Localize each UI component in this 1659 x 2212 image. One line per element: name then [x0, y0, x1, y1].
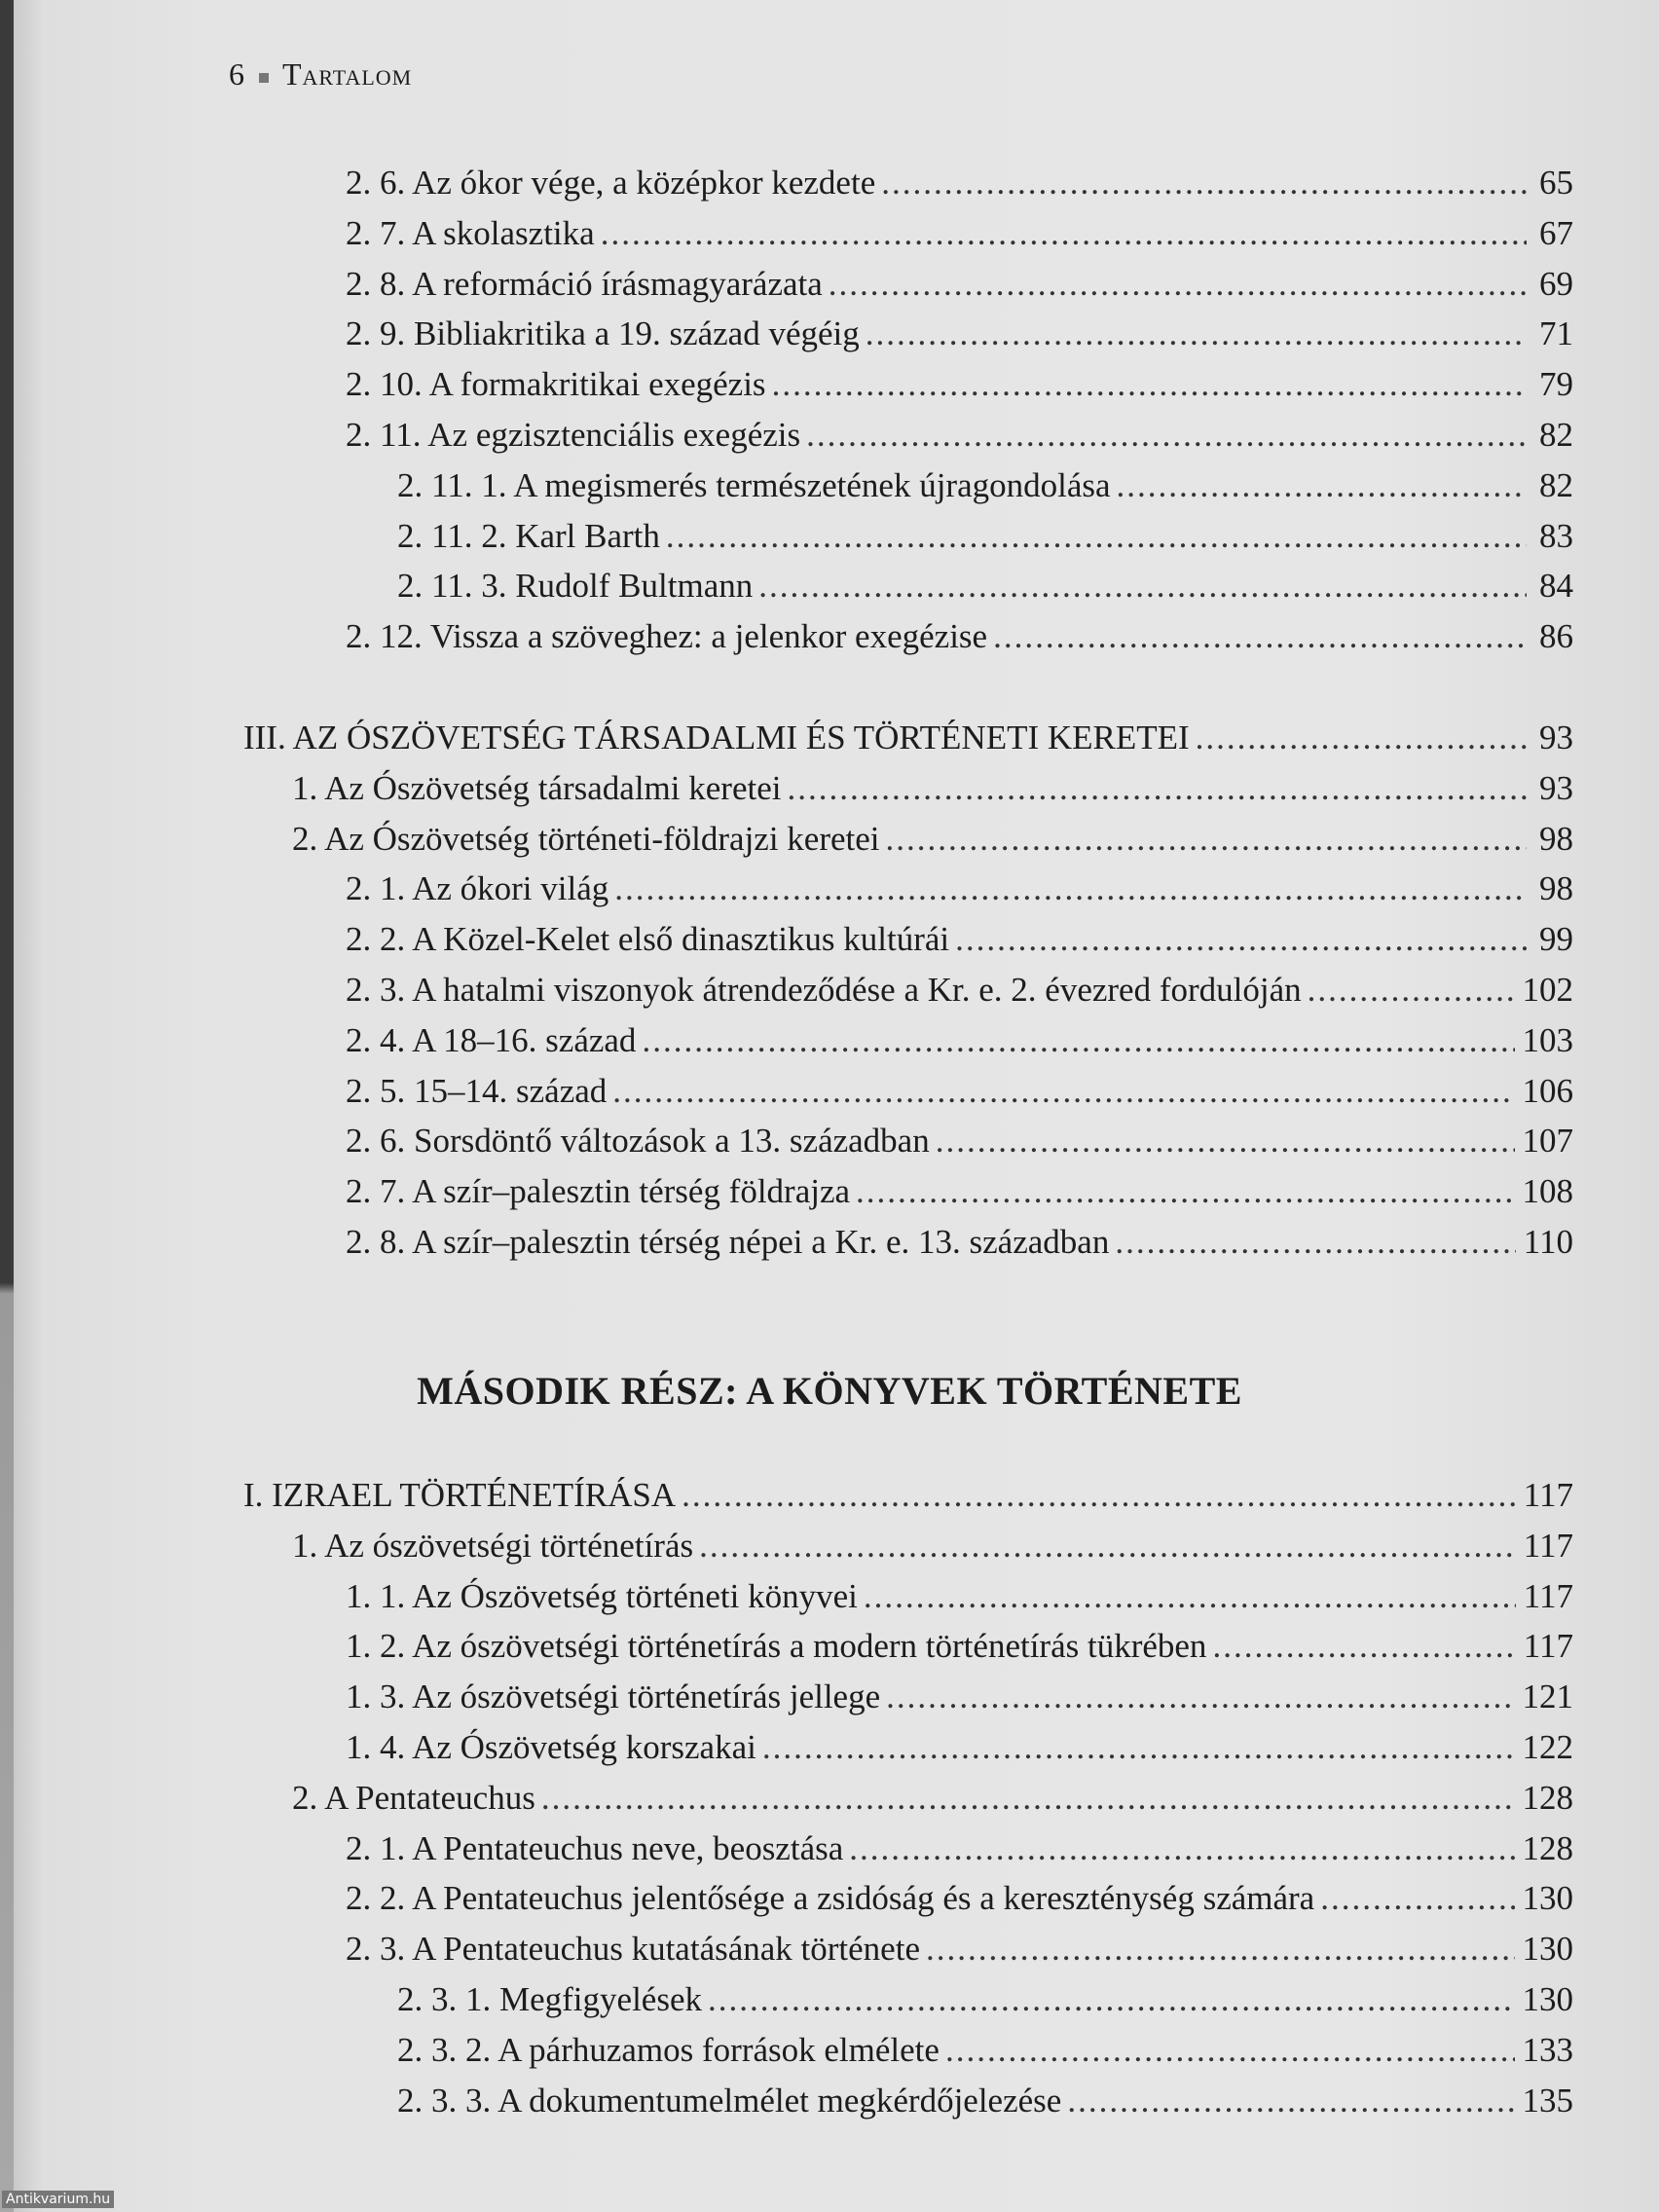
toc-page-number: 135 [1522, 2081, 1573, 2120]
toc-entry-title: 1. 1. Az Ószövetség történeti könyvei [346, 1576, 858, 1615]
toc-entry [346, 1726, 1573, 1769]
toc-entry-title: 2. 7. A szír–palesztin térség földrajza [346, 1172, 851, 1211]
toc-page-number: 117 [1523, 1627, 1573, 1666]
toc-entry-title: 2. 8. A szír–palesztin térség népei a Kr. e. 13. században [346, 1223, 1110, 1261]
toc-entry [397, 1978, 1573, 2021]
page-number: 6 [229, 56, 245, 92]
toc-entry-title: 2. Az Ószövetség történeti-földrajzi keretei [292, 819, 880, 858]
toc-entry-title: 2. 6. Sorsdöntő változások a 13. században [346, 1122, 930, 1161]
toc-entry [397, 464, 1573, 507]
toc-page-number: 79 [1539, 365, 1573, 404]
toc-leader-dots [926, 1928, 1515, 1971]
toc-page-number: 117 [1523, 1526, 1573, 1565]
page-header [229, 56, 412, 92]
toc-entry [346, 1221, 1573, 1264]
toc-leader-dots [601, 212, 1527, 255]
toc-leader-dots [541, 1777, 1515, 1820]
toc-leader-dots [936, 1120, 1515, 1162]
toc-page-number: 130 [1522, 1879, 1573, 1918]
toc-page-number: 102 [1522, 971, 1573, 1009]
toc-leader-dots [758, 565, 1527, 608]
toc-page-number: 98 [1539, 869, 1573, 908]
toc-entry-title: 2. 1. A Pentateuchus neve, beosztása [346, 1828, 844, 1867]
toc-leader-dots [886, 818, 1527, 861]
toc-leader-dots [993, 615, 1527, 658]
toc-entry-title: 2. 3. 1. Megfigyelések [397, 1980, 702, 2018]
toc-leader-dots [762, 1726, 1515, 1769]
toc-entry [346, 1575, 1573, 1618]
toc-entry-title: 2. 6. Az ókor vége, a középkor kezdete [346, 164, 876, 202]
toc-page-number: 128 [1522, 1828, 1573, 1867]
toc-entry [397, 515, 1573, 558]
toc-leader-dots [1308, 969, 1515, 1012]
toc-entry-title: 2. 7. A skolasztika [346, 213, 595, 252]
toc-leader-dots [945, 2029, 1515, 2072]
toc-leader-dots [708, 1978, 1515, 2021]
toc-entry [292, 1525, 1573, 1567]
toc-page-number: 69 [1539, 264, 1573, 303]
toc-entry [292, 818, 1573, 861]
toc-leader-dots [864, 1575, 1516, 1618]
toc-page-number: 84 [1539, 567, 1573, 606]
toc-page-number: 93 [1539, 768, 1573, 807]
header-separator-icon [259, 73, 269, 83]
toc-leader-dots [699, 1525, 1516, 1567]
toc-entry-title: 2. 2. A Pentateuchus jelentősége a zsidóság és a kereszténység számára [346, 1879, 1315, 1918]
toc-entry [346, 1827, 1573, 1870]
toc-page-number: 130 [1522, 1930, 1573, 1969]
toc-entry [346, 162, 1573, 204]
toc-leader-dots [856, 1170, 1514, 1213]
toc-entry-title: 2. 11. 1. A megismerés természetének újragondolása [397, 465, 1111, 504]
book-spine-edge [0, 0, 14, 2212]
toc-leader-dots [849, 1827, 1514, 1870]
toc-page-number: 117 [1523, 1576, 1573, 1615]
toc-page-number: 122 [1522, 1728, 1573, 1766]
toc-entry [292, 1777, 1573, 1820]
toc-entry-title: 2. 4. A 18–16. század [346, 1020, 637, 1059]
toc-leader-dots [666, 515, 1527, 558]
toc-entry-title: 1. 4. Az Ószövetség korszakai [346, 1728, 756, 1766]
toc-page-number: 107 [1522, 1122, 1573, 1161]
toc-page-number: 128 [1522, 1778, 1573, 1817]
toc-entry-title: 2. 8. A reformáció írásmagyarázata [346, 264, 823, 303]
toc-leader-dots [886, 1676, 1514, 1718]
toc-leader-dots [1117, 464, 1527, 507]
toc-page-number: 82 [1539, 465, 1573, 504]
toc-entry-title: 2. 11. Az egzisztenciális exegézis [346, 416, 801, 454]
toc-entry [346, 263, 1573, 306]
toc-entry-title: 2. 2. A Közel-Kelet első dinasztikus kultúrái [346, 920, 950, 959]
toc-entry-title: 2. A Pentateuchus [292, 1778, 535, 1817]
toc-page-number: 117 [1523, 1476, 1573, 1514]
toc-entry-title: 2. 12. Vissza a szöveghez: a jelenkor exegézise [346, 617, 988, 656]
toc-entry-title: 2. 3. A hatalmi viszonyok átrendeződése a Kr. e. 2. évezred fordulóján [346, 971, 1302, 1009]
toc-page-number: 110 [1523, 1223, 1573, 1261]
header-title: Tartalom [282, 56, 413, 92]
toc-entry-title: 1. Az Ószövetség társadalmi keretei [292, 768, 782, 807]
toc-entry-title: 1. 2. Az ószövetségi történetírás a modern történetírás tükrében [346, 1627, 1207, 1666]
toc-entry [346, 615, 1573, 658]
toc-entry [397, 2029, 1573, 2072]
toc-entry [346, 969, 1573, 1012]
toc-page-number: 86 [1539, 617, 1573, 656]
toc-entry [346, 918, 1573, 961]
toc-page-number: 93 [1539, 719, 1573, 756]
part-title: MÁSODIK RÉSZ: A KÖNYVEK TÖRTÉNETE [417, 1369, 1242, 1413]
toc-entry [346, 867, 1573, 910]
toc-leader-dots [682, 1474, 1516, 1517]
toc-leader-dots [1067, 2080, 1514, 2122]
toc-page-number: 130 [1522, 1980, 1573, 2018]
toc-page-number: 71 [1539, 314, 1573, 353]
toc-leader-dots [614, 867, 1527, 910]
toc-leader-dots [881, 162, 1527, 204]
toc-page-number: 133 [1522, 2030, 1573, 2069]
toc-leader-dots [1115, 1221, 1515, 1264]
toc-entry-title: 1. Az ószövetségi történetírás [292, 1526, 694, 1565]
toc-page-number: 98 [1539, 819, 1573, 858]
toc-leader-dots [642, 1019, 1514, 1062]
toc-leader-dots [1212, 1625, 1515, 1668]
toc-page-number: 121 [1522, 1677, 1573, 1716]
toc-entry-title: 2. 1. Az ókori világ [346, 869, 609, 908]
toc-entry-title: 2. 11. 3. Rudolf Bultmann [397, 567, 754, 606]
toc-leader-dots [955, 918, 1527, 961]
toc-page-number: 106 [1522, 1071, 1573, 1110]
toc-entry-title: I. IZRAEL TÖRTÉNETÍRÁSA [243, 1476, 677, 1514]
toc-page-number: 82 [1539, 416, 1573, 454]
toc-entry [346, 1120, 1573, 1162]
toc-entry [346, 414, 1573, 457]
toc-entry-title: 2. 3. 2. A párhuzamos források elmélete [397, 2030, 940, 2069]
toc-leader-dots [806, 414, 1527, 457]
toc-page-number: 67 [1539, 213, 1573, 252]
toc-entry [243, 1474, 1573, 1517]
toc-leader-dots [866, 313, 1527, 355]
toc-entry [346, 212, 1573, 255]
toc-entry [346, 1170, 1573, 1213]
toc-entry [346, 1676, 1573, 1718]
toc-page-number: 99 [1539, 920, 1573, 959]
toc-entry-title: 2. 3. 3. A dokumentumelmélet megkérdőjelezése [397, 2081, 1062, 2120]
toc-page-number: 83 [1539, 516, 1573, 555]
toc-entry [346, 1928, 1573, 1971]
toc-leader-dots [1320, 1877, 1514, 1920]
toc-page-number: 103 [1522, 1020, 1573, 1059]
toc-entry-title: 2. 3. A Pentateuchus kutatásának története [346, 1930, 920, 1969]
toc-entry [397, 565, 1573, 608]
toc-entry [346, 1070, 1573, 1113]
toc-leader-dots [612, 1070, 1514, 1113]
toc-page-number: 108 [1522, 1172, 1573, 1211]
toc-entry-title: 2. 10. A formakritikai exegézis [346, 365, 766, 404]
toc-entry [346, 1877, 1573, 1920]
toc-entry [397, 2080, 1573, 2122]
toc-entry-title: 2. 5. 15–14. század [346, 1071, 608, 1110]
toc-entry-title: III. AZ ÓSZÖVETSÉG TÁRSADALMI ÉS TÖRTÉNETI KERETEI [243, 719, 1190, 756]
toc-entry [346, 1625, 1573, 1668]
toc-leader-dots [1196, 717, 1527, 759]
toc-entry [346, 1019, 1573, 1062]
toc-entry [346, 363, 1573, 406]
toc-entry-title: 1. 3. Az ószövetségi történetírás jellege [346, 1677, 881, 1716]
toc-entry [243, 717, 1573, 759]
toc-entry-title: 2. 11. 2. Karl Barth [397, 516, 660, 555]
toc-entry-title: 2. 9. Bibliakritika a 19. század végéig [346, 314, 860, 353]
watermark: Antikvarium.hu [2, 2191, 114, 2208]
toc-entry [292, 767, 1573, 810]
toc-leader-dots [787, 767, 1527, 810]
toc-leader-dots [829, 263, 1527, 306]
toc-leader-dots [772, 363, 1527, 406]
toc-page-number: 65 [1539, 164, 1573, 202]
toc-entry [346, 313, 1573, 355]
